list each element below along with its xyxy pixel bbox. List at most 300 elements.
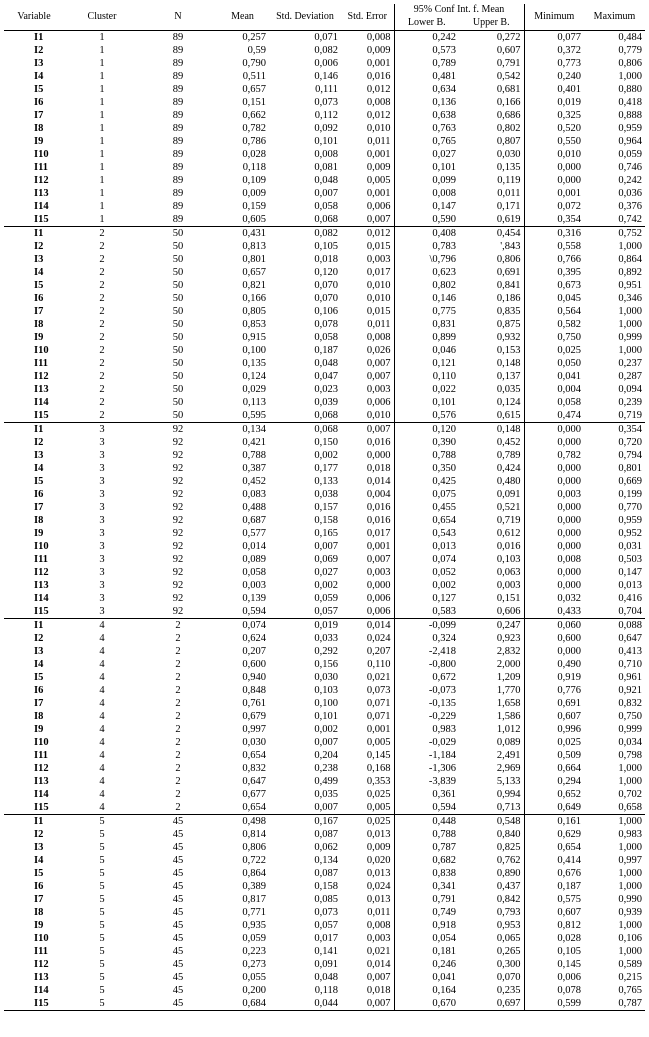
n-cell: 45: [172, 959, 184, 970]
std-error-cell: 0,001: [366, 149, 391, 160]
maximum-cell: 0,959: [618, 123, 643, 134]
std-error-cell: 0,018: [366, 985, 391, 996]
std-error-cell: 0,014: [341, 619, 394, 633]
cluster-cell: 1: [99, 123, 105, 134]
std-deviation-cell: 0,058: [314, 201, 338, 212]
upper-bound-cell: 0,063: [496, 567, 521, 578]
cluster-cell: 2: [99, 358, 105, 369]
mean-cell: 0,662: [242, 110, 266, 121]
maximum-cell: 0,669: [618, 476, 643, 487]
std-error-cell: 0,008: [366, 920, 391, 931]
maximum-cell: 1,000: [618, 241, 643, 252]
table-row: [4, 540, 645, 553]
variable-cell: I4: [34, 463, 44, 474]
std-deviation-cell: 0,118: [314, 985, 338, 996]
maximum-cell: 0,961: [618, 672, 643, 683]
cluster-cell: 2: [99, 332, 105, 343]
std-error-cell: 0,010: [366, 410, 391, 421]
minimum-cell: 0,607: [524, 906, 584, 919]
std-deviation-cell: 0,082: [314, 45, 338, 56]
n-cell: 89: [172, 175, 184, 186]
mean-cell: 0,805: [242, 306, 266, 317]
lower-bound-cell: 0,074: [394, 553, 459, 566]
lower-bound-cell: 0,838: [394, 867, 459, 880]
std-error-cell: 0,005: [366, 802, 391, 813]
minimum-cell: 0,919: [524, 671, 584, 684]
std-error-cell: 0,009: [366, 842, 391, 853]
lower-bound-cell: 0,341: [394, 880, 459, 893]
maximum-cell: 0,750: [618, 711, 643, 722]
lower-bound-cell: 0,791: [394, 893, 459, 906]
header-cluster: Cluster: [64, 4, 140, 31]
maximum-cell: 0,702: [618, 789, 643, 800]
cluster-cell: 3: [99, 554, 105, 565]
table-row: [4, 174, 645, 187]
upper-bound-cell: 0,070: [496, 972, 521, 983]
mean-cell: 0,257: [242, 32, 266, 43]
variable-cell: I5: [34, 672, 44, 683]
n-cell: 50: [172, 397, 184, 408]
cluster-cell: 3: [99, 476, 105, 487]
mean-cell: 0,864: [242, 868, 266, 879]
minimum-cell: 0,000: [524, 579, 584, 592]
minimum-cell: 0,550: [524, 135, 584, 148]
table-row: [4, 370, 645, 383]
std-error-cell: 0,353: [366, 776, 391, 787]
variable-cell: I8: [34, 515, 44, 526]
std-error-cell: 0,024: [366, 633, 391, 644]
lower-bound-cell: 0,075: [394, 488, 459, 501]
table-row: [4, 605, 645, 619]
table-row: [4, 566, 645, 579]
mean-cell: 0,771: [242, 907, 266, 918]
mean-cell: 0,029: [242, 384, 266, 395]
std-error-cell: 0,145: [366, 750, 391, 761]
std-deviation-cell: 0,062: [314, 842, 338, 853]
mean-cell: 0,003: [242, 580, 266, 591]
maximum-cell: 0,237: [618, 358, 643, 369]
lower-bound-cell: -0,029: [394, 736, 459, 749]
std-deviation-cell: 0,006: [314, 58, 338, 69]
table-row: [4, 514, 645, 527]
mean-cell: 0,083: [242, 489, 266, 500]
minimum-cell: 0,401: [524, 83, 584, 96]
minimum-cell: 0,008: [524, 553, 584, 566]
upper-bound-cell: 0,454: [459, 227, 524, 241]
maximum-cell: 1,000: [618, 776, 643, 787]
lower-bound-cell: 0,899: [394, 331, 459, 344]
maximum-cell: 0,880: [618, 84, 643, 95]
minimum-cell: 0,520: [524, 122, 584, 135]
mean-cell: 0,813: [242, 241, 266, 252]
std-deviation-cell: 0,033: [314, 633, 338, 644]
maximum-cell: 0,416: [618, 593, 643, 604]
table-row: [4, 619, 645, 633]
std-deviation-cell: 0,112: [314, 110, 338, 121]
std-error-cell: 0,007: [366, 554, 391, 565]
cluster-cell: 2: [99, 345, 105, 356]
std-error-cell: 0,021: [366, 672, 391, 683]
table-row: [4, 436, 645, 449]
minimum-cell: 0,000: [524, 527, 584, 540]
std-error-cell: 0,025: [341, 815, 394, 829]
upper-bound-cell: 0,932: [496, 332, 521, 343]
cluster-cell: 3: [99, 463, 105, 474]
upper-bound-cell: 0,802: [496, 123, 521, 134]
std-error-cell: 0,016: [366, 502, 391, 513]
n-cell: 92: [172, 463, 184, 474]
std-deviation-cell: 0,071: [314, 32, 338, 43]
std-deviation-cell: 0,047: [314, 371, 338, 382]
maximum-cell: 0,413: [618, 646, 643, 657]
lower-bound-cell: 0,763: [394, 122, 459, 135]
std-error-cell: 0,006: [366, 593, 391, 604]
std-deviation-cell: 0,101: [314, 711, 338, 722]
variable-cell: I3: [34, 58, 44, 69]
lower-bound-cell: 0,788: [394, 449, 459, 462]
minimum-cell: 0,782: [524, 449, 584, 462]
mean-cell: 0,200: [242, 985, 266, 996]
std-error-cell: 0,011: [367, 319, 391, 330]
lower-bound-cell: 0,654: [394, 514, 459, 527]
maximum-cell: 0,997: [618, 855, 643, 866]
lower-bound-cell: 0,008: [394, 187, 459, 200]
maximum-cell: 0,752: [584, 227, 645, 241]
variable-cell: I13: [34, 972, 49, 983]
cluster-cell: 5: [99, 946, 105, 957]
std-error-cell: 0,005: [366, 175, 391, 186]
maximum-cell: 0,806: [618, 58, 643, 69]
upper-bound-cell: 0,762: [496, 855, 521, 866]
maximum-cell: 0,742: [618, 214, 643, 225]
upper-bound-cell: 0,247: [459, 619, 524, 633]
mean-cell: 0,605: [242, 214, 266, 225]
lower-bound-cell: 0,350: [394, 462, 459, 475]
upper-bound-cell: 0,148: [496, 358, 521, 369]
table-row: [4, 109, 645, 122]
mean-cell: 0,782: [242, 123, 266, 134]
n-cell: 50: [140, 227, 216, 241]
n-cell: 89: [172, 110, 184, 121]
n-cell: 92: [172, 502, 184, 513]
variable-cell: I2: [34, 241, 44, 252]
cluster-cell: 2: [99, 306, 105, 317]
table-row: [4, 318, 645, 331]
n-cell: 45: [172, 985, 184, 996]
header-mean: Mean: [216, 4, 269, 31]
table-row: [4, 579, 645, 592]
variable-cell: I12: [34, 567, 49, 578]
upper-bound-cell: 0,235: [496, 985, 521, 996]
lower-bound-cell: 0,481: [394, 70, 459, 83]
n-cell: 45: [172, 842, 184, 853]
lower-bound-cell: -0,073: [394, 684, 459, 697]
n-cell: 89: [172, 136, 184, 147]
table-row: [4, 213, 645, 227]
lower-bound-cell: 0,775: [394, 305, 459, 318]
upper-bound-cell: 0,035: [496, 384, 521, 395]
std-error-cell: 0,014: [366, 476, 391, 487]
lower-bound-cell: 0,543: [394, 527, 459, 540]
table-row: [4, 148, 645, 161]
mean-cell: 0,452: [242, 476, 266, 487]
cluster-cell: 4: [99, 685, 105, 696]
std-deviation-cell: 0,007: [314, 188, 338, 199]
cluster-cell: 4: [99, 776, 105, 787]
table-row: [4, 971, 645, 984]
std-error-cell: 0,001: [366, 58, 391, 69]
std-error-cell: 0,007: [341, 997, 394, 1011]
upper-bound-cell: 0,842: [496, 894, 521, 905]
cluster-cell: 5: [99, 985, 105, 996]
cluster-cell: 5: [99, 881, 105, 892]
maximum-cell: 0,418: [618, 97, 643, 108]
lower-bound-cell: 0,120: [394, 423, 459, 437]
minimum-cell: 0,676: [524, 867, 584, 880]
table-row: [4, 632, 645, 645]
std-error-cell: 0,006: [366, 397, 391, 408]
cluster-cell: 2: [99, 254, 105, 265]
maximum-cell: 0,719: [618, 410, 643, 421]
table-row: [4, 501, 645, 514]
maximum-cell: 0,921: [618, 685, 643, 696]
cluster-cell: 4: [99, 633, 105, 644]
variable-cell: I3: [34, 842, 44, 853]
n-cell: 45: [172, 829, 184, 840]
minimum-cell: 0,000: [524, 514, 584, 527]
minimum-cell: 0,599: [524, 997, 584, 1011]
lower-bound-cell: 0,788: [394, 828, 459, 841]
minimum-cell: 0,000: [524, 161, 584, 174]
cluster-cell: 1: [99, 110, 105, 121]
std-error-cell: 0,016: [366, 71, 391, 82]
lower-bound-cell: -2,418: [394, 645, 459, 658]
mean-cell: 0,488: [242, 502, 266, 513]
std-deviation-cell: 0,292: [314, 646, 338, 657]
std-deviation-cell: 0,019: [269, 619, 341, 633]
upper-bound-cell: 0,807: [496, 136, 521, 147]
lower-bound-cell: 0,831: [394, 318, 459, 331]
table-row: [4, 383, 645, 396]
table-row: [4, 344, 645, 357]
variable-cell: I7: [34, 698, 44, 709]
variable-cell: I6: [34, 489, 44, 500]
descriptives-table: [4, 4, 645, 1011]
variable-cell: I12: [34, 175, 49, 186]
std-error-cell: 0,009: [366, 45, 391, 56]
upper-bound-cell: 0,103: [496, 554, 521, 565]
upper-bound-cell: 0,119: [497, 175, 521, 186]
variable-cell: I9: [34, 724, 44, 735]
std-error-cell: 0,008: [366, 97, 391, 108]
minimum-cell: 0,509: [524, 749, 584, 762]
lower-bound-cell: 0,041: [394, 971, 459, 984]
n-cell: 50: [172, 319, 184, 330]
mean-cell: 0,806: [242, 842, 266, 853]
n-cell: 89: [172, 188, 184, 199]
lower-bound-cell: \0,796: [394, 253, 459, 266]
minimum-cell: 0,060: [524, 619, 584, 633]
mean-cell: 0,113: [242, 397, 266, 408]
mean-cell: 0,59: [247, 45, 266, 56]
mean-cell: 0,997: [242, 724, 266, 735]
variable-cell: I7: [34, 894, 44, 905]
table-row: [4, 592, 645, 605]
upper-bound-cell: 0,607: [496, 45, 521, 56]
std-error-cell: 0,010: [366, 280, 391, 291]
std-deviation-cell: 0,141: [314, 946, 338, 957]
n-cell: 89: [172, 123, 184, 134]
header-row: [4, 4, 645, 17]
std-error-cell: 0,071: [366, 711, 391, 722]
std-error-cell: 0,021: [366, 946, 391, 957]
header-lower-bound: Lower B.: [394, 17, 459, 31]
minimum-cell: 0,316: [524, 227, 584, 241]
upper-bound-cell: 0,437: [496, 881, 521, 892]
lower-bound-cell: 0,594: [394, 801, 459, 815]
minimum-cell: 0,000: [524, 174, 584, 187]
std-error-cell: 0,024: [366, 881, 391, 892]
cluster-cell: 5: [99, 842, 105, 853]
table-row: [4, 83, 645, 96]
mean-cell: 0,059: [242, 933, 266, 944]
std-error-cell: 0,071: [366, 698, 391, 709]
n-cell: 50: [172, 293, 184, 304]
std-deviation-cell: 0,070: [314, 280, 338, 291]
maximum-cell: 0,589: [618, 959, 643, 970]
upper-bound-cell: 0,789: [496, 450, 521, 461]
n-cell: 50: [172, 241, 184, 252]
cluster-cell: 3: [64, 423, 140, 437]
mean-cell: 0,151: [242, 97, 266, 108]
maximum-cell: 0,952: [618, 528, 643, 539]
table-row: [4, 736, 645, 749]
minimum-cell: 0,629: [524, 828, 584, 841]
variable-cell: I2: [34, 633, 44, 644]
n-cell: 45: [140, 815, 216, 829]
std-error-cell: 0,026: [366, 345, 391, 356]
maximum-cell: 1,000: [618, 920, 643, 931]
table-row: [4, 161, 645, 174]
maximum-cell: 0,484: [618, 32, 643, 43]
cluster-cell: 5: [99, 959, 105, 970]
header-upper-bound: Upper B.: [459, 17, 524, 31]
upper-bound-cell: 1,209: [496, 672, 521, 683]
variable-cell: I11: [34, 750, 49, 761]
variable-cell: I2: [34, 45, 44, 56]
maximum-cell: 0,999: [618, 724, 643, 735]
std-deviation-cell: 0,007: [314, 541, 338, 552]
table-row: [4, 723, 645, 736]
std-error-cell: 0,010: [366, 293, 391, 304]
table-row: [4, 96, 645, 109]
cluster-cell: 2: [99, 241, 105, 252]
n-cell: 89: [172, 149, 184, 160]
table-row: [4, 122, 645, 135]
minimum-cell: 0,105: [524, 945, 584, 958]
maximum-cell: 0,832: [618, 698, 643, 709]
mean-cell: 0,687: [242, 515, 266, 526]
upper-bound-cell: 0,681: [496, 84, 521, 95]
n-cell: 45: [172, 907, 184, 918]
variable-cell: I15: [34, 606, 49, 617]
cluster-cell: 5: [99, 855, 105, 866]
minimum-cell: 0,006: [524, 971, 584, 984]
n-cell: 45: [172, 881, 184, 892]
variable-cell: I12: [34, 959, 49, 970]
variable-cell: I5: [34, 84, 44, 95]
std-error-cell: 0,011: [367, 907, 391, 918]
upper-bound-cell: 0,840: [496, 829, 521, 840]
table-row: [4, 240, 645, 253]
mean-cell: 0,600: [242, 659, 266, 670]
lower-bound-cell: 0,583: [394, 605, 459, 619]
table-row: [4, 553, 645, 566]
cluster-cell: 3: [99, 580, 105, 591]
std-error-cell: 0,073: [366, 685, 391, 696]
upper-bound-cell: 0,003: [496, 580, 521, 591]
mean-cell: 0,788: [242, 450, 266, 461]
upper-bound-cell: 0,153: [496, 345, 521, 356]
std-error-cell: 0,020: [366, 855, 391, 866]
cluster-cell: 3: [99, 489, 105, 500]
std-error-cell: 0,000: [366, 450, 391, 461]
mean-cell: 0,273: [242, 959, 266, 970]
minimum-cell: 0,414: [524, 854, 584, 867]
variable-cell: I15: [34, 410, 49, 421]
table-row: [4, 357, 645, 370]
n-cell: 92: [172, 515, 184, 526]
upper-bound-cell: 0,606: [496, 606, 521, 617]
variable-cell: I1: [4, 815, 64, 829]
lower-bound-cell: 0,670: [394, 997, 459, 1011]
maximum-cell: 0,242: [618, 175, 643, 186]
lower-bound-cell: 0,242: [394, 31, 459, 45]
upper-bound-cell: 0,793: [496, 907, 521, 918]
std-error-cell: 0,010: [366, 123, 391, 134]
std-error-cell: 0,003: [366, 933, 391, 944]
table-row: [4, 305, 645, 318]
n-cell: 50: [172, 332, 184, 343]
lower-bound-cell: 0,046: [394, 344, 459, 357]
std-deviation-cell: 0,120: [314, 267, 338, 278]
n-cell: 50: [172, 371, 184, 382]
n-cell: 45: [172, 946, 184, 957]
std-error-cell: 0,012: [366, 110, 391, 121]
upper-bound-cell: 0,686: [496, 110, 521, 121]
cluster-cell: 3: [99, 528, 105, 539]
n-cell: 50: [172, 345, 184, 356]
std-deviation-cell: 0,048: [314, 972, 338, 983]
cluster-cell: 2: [99, 371, 105, 382]
cluster-cell: 2: [64, 227, 140, 241]
mean-cell: 0,801: [242, 254, 266, 265]
variable-cell: I10: [34, 737, 49, 748]
minimum-cell: 0,294: [524, 775, 584, 788]
std-deviation-cell: 0,030: [314, 672, 338, 683]
maximum-cell: 0,088: [584, 619, 645, 633]
std-deviation-cell: 0,058: [314, 332, 338, 343]
lower-bound-cell: 0,027: [394, 148, 459, 161]
variable-cell: I10: [34, 933, 49, 944]
upper-bound-cell: 0,171: [496, 201, 521, 212]
cluster-cell: 1: [99, 84, 105, 95]
descriptives-table-container: [4, 4, 645, 1011]
variable-cell: I3: [34, 450, 44, 461]
maximum-cell: 0,354: [584, 423, 645, 437]
n-cell: 92: [172, 580, 184, 591]
n-cell: 89: [172, 214, 184, 225]
